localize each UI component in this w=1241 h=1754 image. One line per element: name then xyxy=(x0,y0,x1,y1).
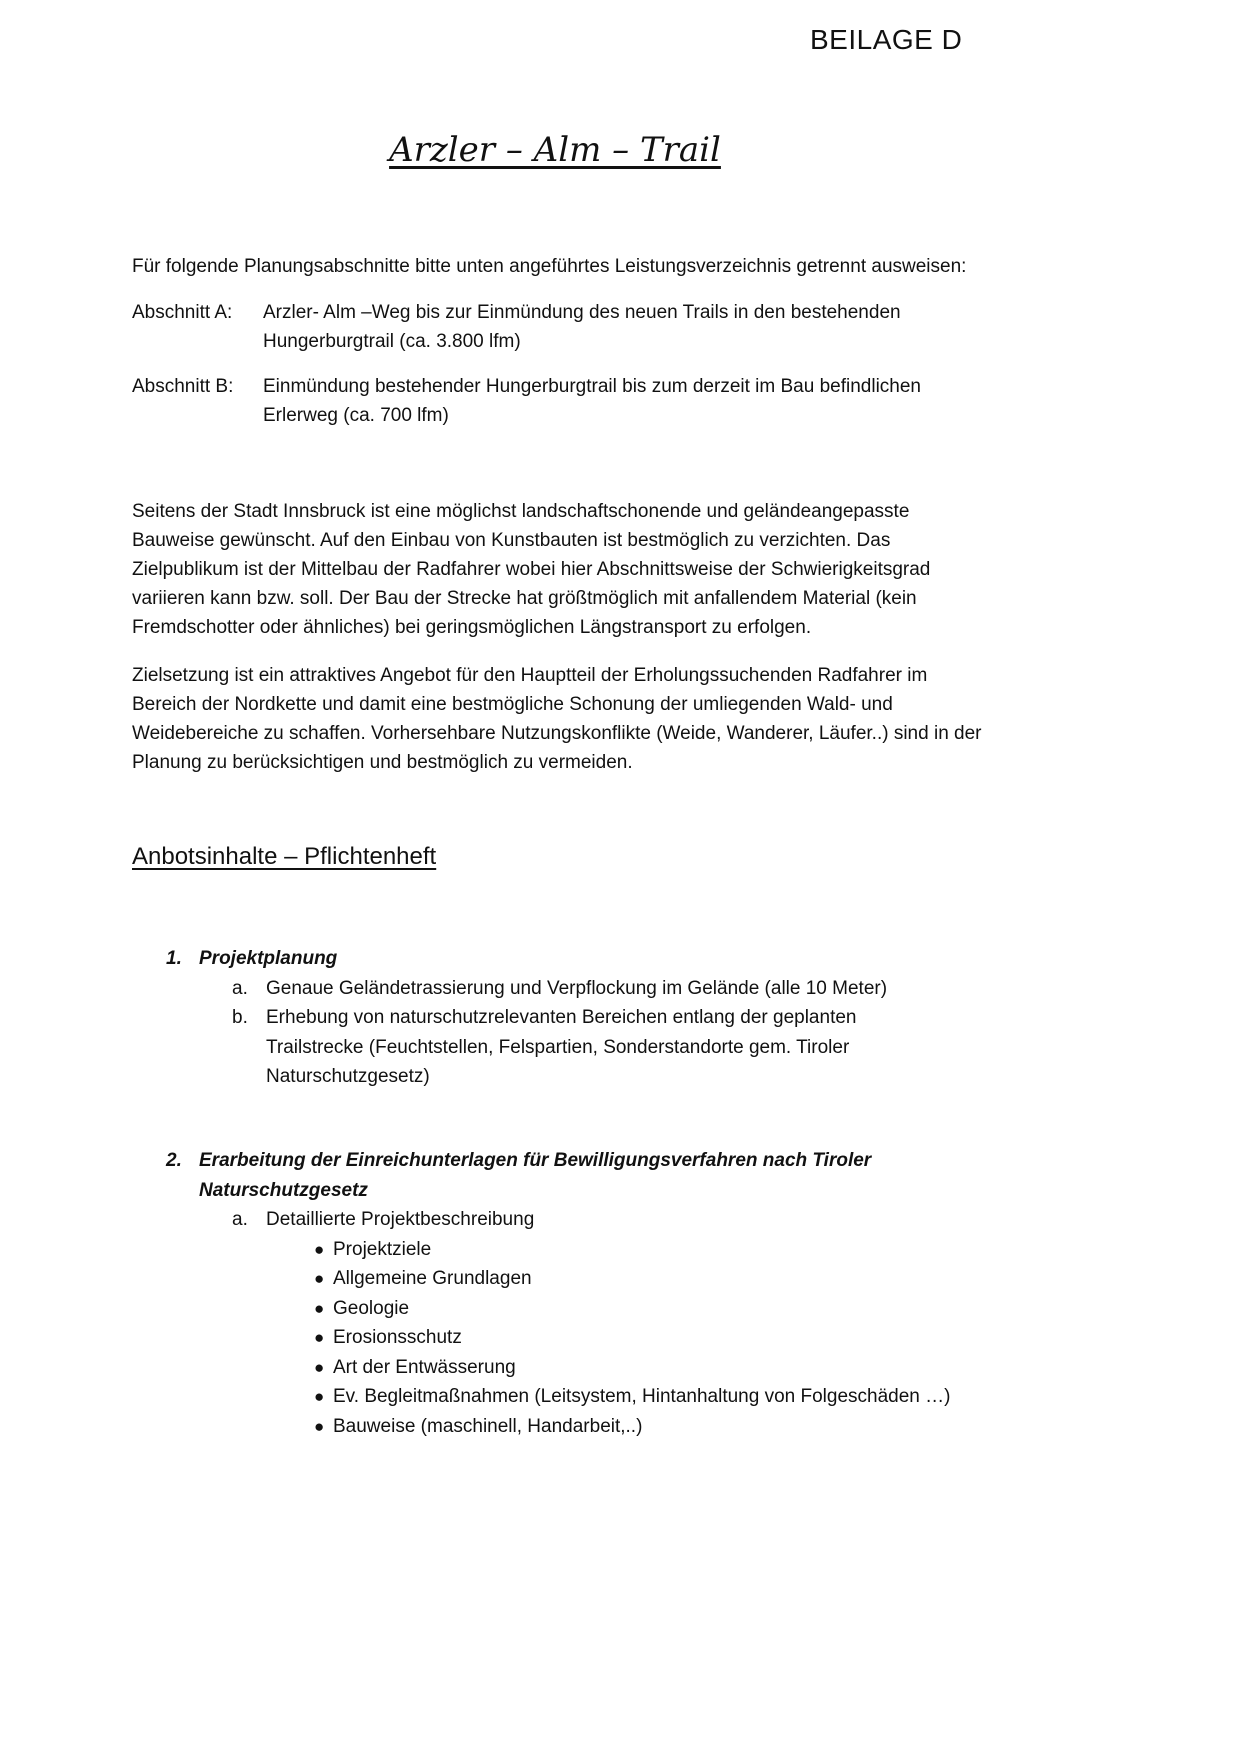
bullet-icon: ● xyxy=(314,1269,325,1288)
sub-item-letter: b. xyxy=(232,1007,248,1028)
bullet-text: Erosionsschutz xyxy=(333,1327,462,1348)
abschnitt-list xyxy=(132,298,982,446)
paragraph-zielsetzung: Zielsetzung ist ein attraktives Angebot für den Hauptteil der Erholungssuchenden Radfahrer im Bereich der Nordkette und damit eine bestmögliche Schonung der umliegenden Wald- und Weidebereiche zu schaffen. Vorhersehbare Nutzungskonflikte (Weide, Wanderer, Läufer..) sind in der Planung zu berücksichtigen und bestmöglich zu vermeiden. xyxy=(132,665,982,773)
bullet-icon: ● xyxy=(314,1298,325,1318)
item-number: 2. xyxy=(166,1150,182,1171)
abschnitt-label: Abschnitt B: xyxy=(132,376,234,397)
item-heading xyxy=(166,1146,956,1205)
bullet-item xyxy=(314,1235,956,1265)
bullet-item xyxy=(314,1264,956,1294)
bullet-item xyxy=(314,1323,956,1353)
abschnitt-b xyxy=(132,372,982,430)
item-title: Projektplanung xyxy=(199,948,338,969)
bullet-icon: ● xyxy=(314,1416,325,1436)
item-einreichunterlagen xyxy=(166,1146,956,1441)
sub-item-letter: a. xyxy=(232,1209,248,1230)
item-heading xyxy=(166,944,956,974)
sub-item xyxy=(166,1003,956,1092)
bullet-icon: ● xyxy=(314,1239,325,1259)
paragraph-bauweise: Seitens der Stadt Innsbruck ist eine möglichst landschaftschonende und geländeangepasste Bauweise gewünscht. Auf den Einbau von Kunstbauten ist bestmöglich zu verzichten. Das Zielpublikum ist der Mittelbau der Radfahrer wobei hier Abschnittsweise der Schwierigkeitsgrad variieren kann bzw. soll. Der Bau der Strecke hat größtmöglich mit anfallendem Material (kein Fremdschotter oder ähnliches) bei geringsmöglichen Längstransport zu erfolgen. xyxy=(132,501,931,638)
bullet-text: Projektziele xyxy=(333,1238,432,1260)
document-title: Arzler – Alm – Trail xyxy=(389,130,721,170)
bullet-icon: ● xyxy=(314,1357,325,1377)
bullet-text: Ev. Begleitmaßnahmen (Leitsystem, Hintanhaltung von Folgeschäden …) xyxy=(333,1386,951,1407)
bullet-text: Allgemeine Grundlagen xyxy=(333,1268,532,1289)
sub-item xyxy=(166,974,956,1004)
bullet-text: Bauweise (maschinell, Handarbeit,..) xyxy=(333,1415,643,1437)
bullet-item xyxy=(314,1412,956,1442)
item-number: 1. xyxy=(166,948,182,969)
sub-item-text: Genaue Geländetrassierung und Verpflockung im Gelände (alle 10 Meter) xyxy=(266,977,888,999)
bullet-icon: ● xyxy=(314,1387,325,1406)
abschnitt-description: Einmündung bestehender Hungerburgtrail bis zum derzeit im Bau befindlichen Erlerweg (ca. 700 lfm) xyxy=(263,376,921,426)
sub-item-text: Detaillierte Projektbeschreibung xyxy=(266,1209,535,1230)
item-title: Erarbeitung der Einreichunterlagen für Bewilligungsverfahren nach Tiroler Naturschutzgesetz xyxy=(199,1150,872,1201)
abschnitt-description: Arzler- Alm –Weg bis zur Einmündung des neuen Trails in den bestehenden Hungerburgtrail (ca. 3.800 lfm) xyxy=(263,302,901,352)
intro-text: Für folgende Planungsabschnitte bitte unten angeführtes Leistungsverzeichnis getrennt ausweisen: xyxy=(132,256,967,277)
section-heading: Anbotsinhalte – Pflichtenheft xyxy=(132,843,437,870)
bullet-list xyxy=(166,1235,956,1442)
bullet-item xyxy=(314,1382,956,1412)
bullet-item xyxy=(314,1353,956,1383)
bullet-text: Geologie xyxy=(333,1297,410,1319)
abschnitt-label: Abschnitt A: xyxy=(132,302,233,323)
sub-item-text: Erhebung von naturschutzrelevanten Bereichen entlang der geplanten Trailstrecke (Feuchtstellen, Felspartien, Sonderstandorte gem. Tiroler Naturschutzgesetz) xyxy=(266,1007,857,1087)
sub-item-letter: a. xyxy=(232,977,248,999)
bullet-icon: ● xyxy=(314,1328,325,1347)
item-projektplanung xyxy=(166,944,956,1092)
abschnitt-a xyxy=(132,298,982,356)
sub-item xyxy=(166,1205,956,1235)
beilage-label: BEILAGE D xyxy=(810,24,963,55)
bullet-item xyxy=(314,1294,956,1324)
bullet-text: Art der Entwässerung xyxy=(333,1356,516,1378)
